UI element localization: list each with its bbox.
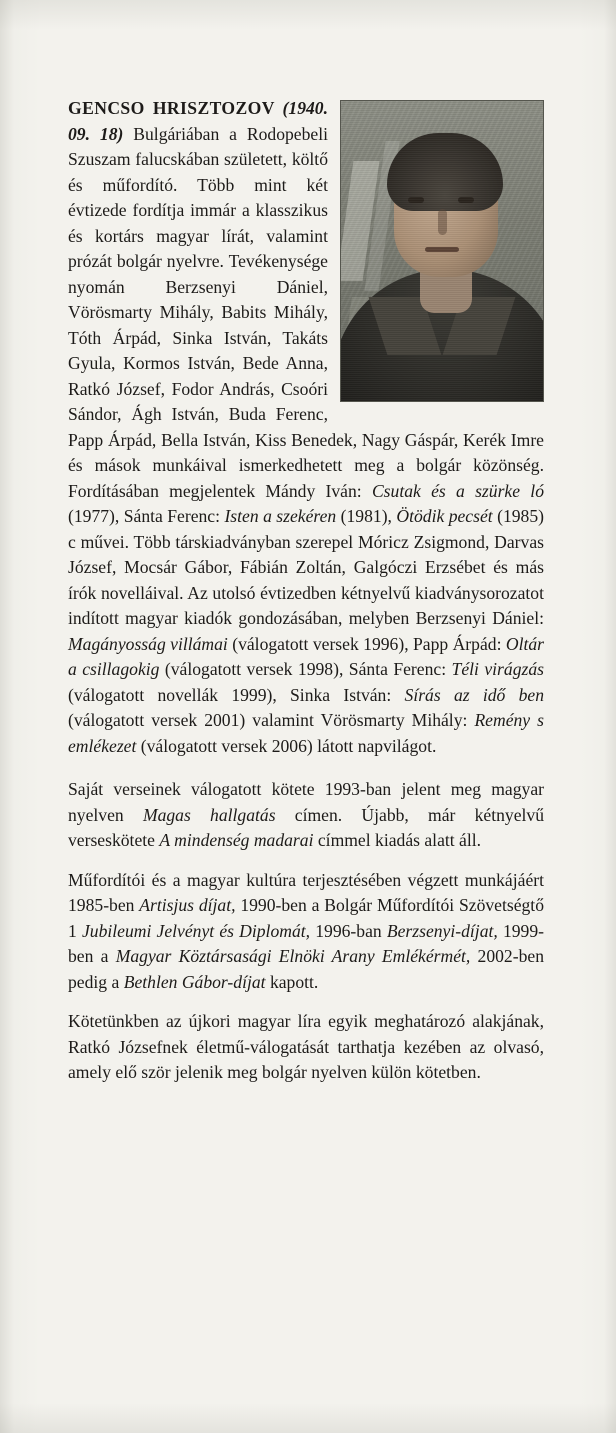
awards-text-4: 1999-ben a <box>68 920 545 966</box>
photo-eye-left <box>408 197 424 203</box>
bio-text-9: (válogatott versek 2006) látott napvilágot. <box>136 735 437 756</box>
own-works-text-3: címmel kiadás alatt áll. <box>313 830 482 850</box>
bio-text-8: (válogatott versek 2001) valamint Vörösmarty Mihály: <box>68 710 475 730</box>
photo-nose <box>438 209 447 235</box>
awards-text-6: kapott. <box>265 971 319 992</box>
awards-text-3: 1996-ban <box>310 920 387 941</box>
award-name: Bethlen Gábor-díjat <box>123 971 266 992</box>
photo-mouth <box>425 247 459 252</box>
own-works-paragraph <box>68 777 544 854</box>
work-title: Sírás az idő ben <box>404 684 544 705</box>
bio-text-4: (1985) c művei. Több társkiadványban szerepel Móricz Zsigmond, Darvas József, Mocsár Gábor, Fábián Zoltán, Galgóczi Erzsébet és más írók novelláival. Az utolsó évtizedben kétnyelvű kiadványsorozatot indított magyar kiadók gondozásában, melyben Berzsenyi Dániel: <box>68 506 545 628</box>
work-title: Csutak és a szürke ló <box>371 480 544 501</box>
bio-text-7: (válogatott novellák 1999), Sinka István: <box>68 684 405 705</box>
award-name: Artisjus díjat, <box>139 895 236 915</box>
volume-note-paragraph: Kötetünkben az újkori magyar líra egyik meghatározó alakjának, Ratkó Józsefnek életmű-válogatását tarthatja kezében az olvasó, amely elő ször jelenik meg bolgár nyelven külön kötetben. <box>68 1011 544 1082</box>
bio-text-2: (1977), Sánta Ferenc: <box>68 506 225 526</box>
bio-text-6: (válogatott versek 1998), Sánta Ferenc: <box>159 659 452 679</box>
birth-date: (1940. 09. 18) <box>68 98 328 144</box>
photo-eye-right <box>458 197 474 203</box>
work-title: Remény s emlékezet <box>68 710 545 756</box>
portrait-photo <box>340 100 544 402</box>
bio-text-1: Bulgáriában a Rodopebeli Szuszam falucskában született, költő és műfordító. Több mint két évtizede fordítja immár a klasszikus és kortárs magyar lírát, valamint prózát bolgár nyelvre. Tevékenysége nyomán Berzsenyi Dániel, Vörösmarty Mihály, Babits Mihály, Tóth Árpád, Sinka István, Takáts Gyula, Kormos István, Bede Anna, Ratkó József, Fodor András, Csoóri Sándor, Ágh István, Buda Ferenc, Papp Árpád, Bella István, Kiss Benedek, Nagy Gáspár, Kerék Imre és mások munkáival ismerkedhetett meg a bolgár közönség. Fordításában megjelentek Mándy Iván: <box>68 123 544 501</box>
awards-paragraph <box>68 868 544 996</box>
own-works-text-2: címen. Újabb, már kétnyelvű verseskötete <box>68 804 545 850</box>
bio-text-3: (1981), <box>336 506 397 526</box>
text-column <box>68 96 544 1100</box>
award-name: Magyar Köztársasági Elnöki Arany Emlékérmét, <box>115 946 471 966</box>
work-title: Téli virágzás <box>451 659 544 679</box>
work-title: Ötödik pecsét <box>396 506 493 526</box>
work-title: Oltár a csillagokig <box>68 633 545 679</box>
awards-text-1: Műfordítói és a magyar kultúra terjesztésében végzett munkájáért 1985-ben <box>68 869 544 915</box>
own-works-text-1: Saját verseinek válogatott kötete 1993-ban jelent meg magyar nyelven <box>68 779 544 825</box>
award-name: Berzsenyi-díjat, <box>386 920 498 941</box>
bio-text-5: (válogatott versek 1996), Papp Árpád: <box>227 633 506 654</box>
awards-text-5: 2002-ben pedig a <box>68 946 544 992</box>
work-title: A mindenség madarai <box>159 830 314 850</box>
work-title: Magas hallgatás <box>142 804 276 825</box>
awards-text-2: 1990-ben a Bolgár Műfordítói Szövetségtő 1 <box>68 895 544 941</box>
work-title: Isten a szekéren <box>224 506 337 526</box>
person-name: GENCSO HRISZTOZOV <box>68 98 275 118</box>
work-title: Magányosság villámai <box>68 633 228 654</box>
award-name: Jubileumi Jelvényt és Diplomát, <box>81 920 311 941</box>
